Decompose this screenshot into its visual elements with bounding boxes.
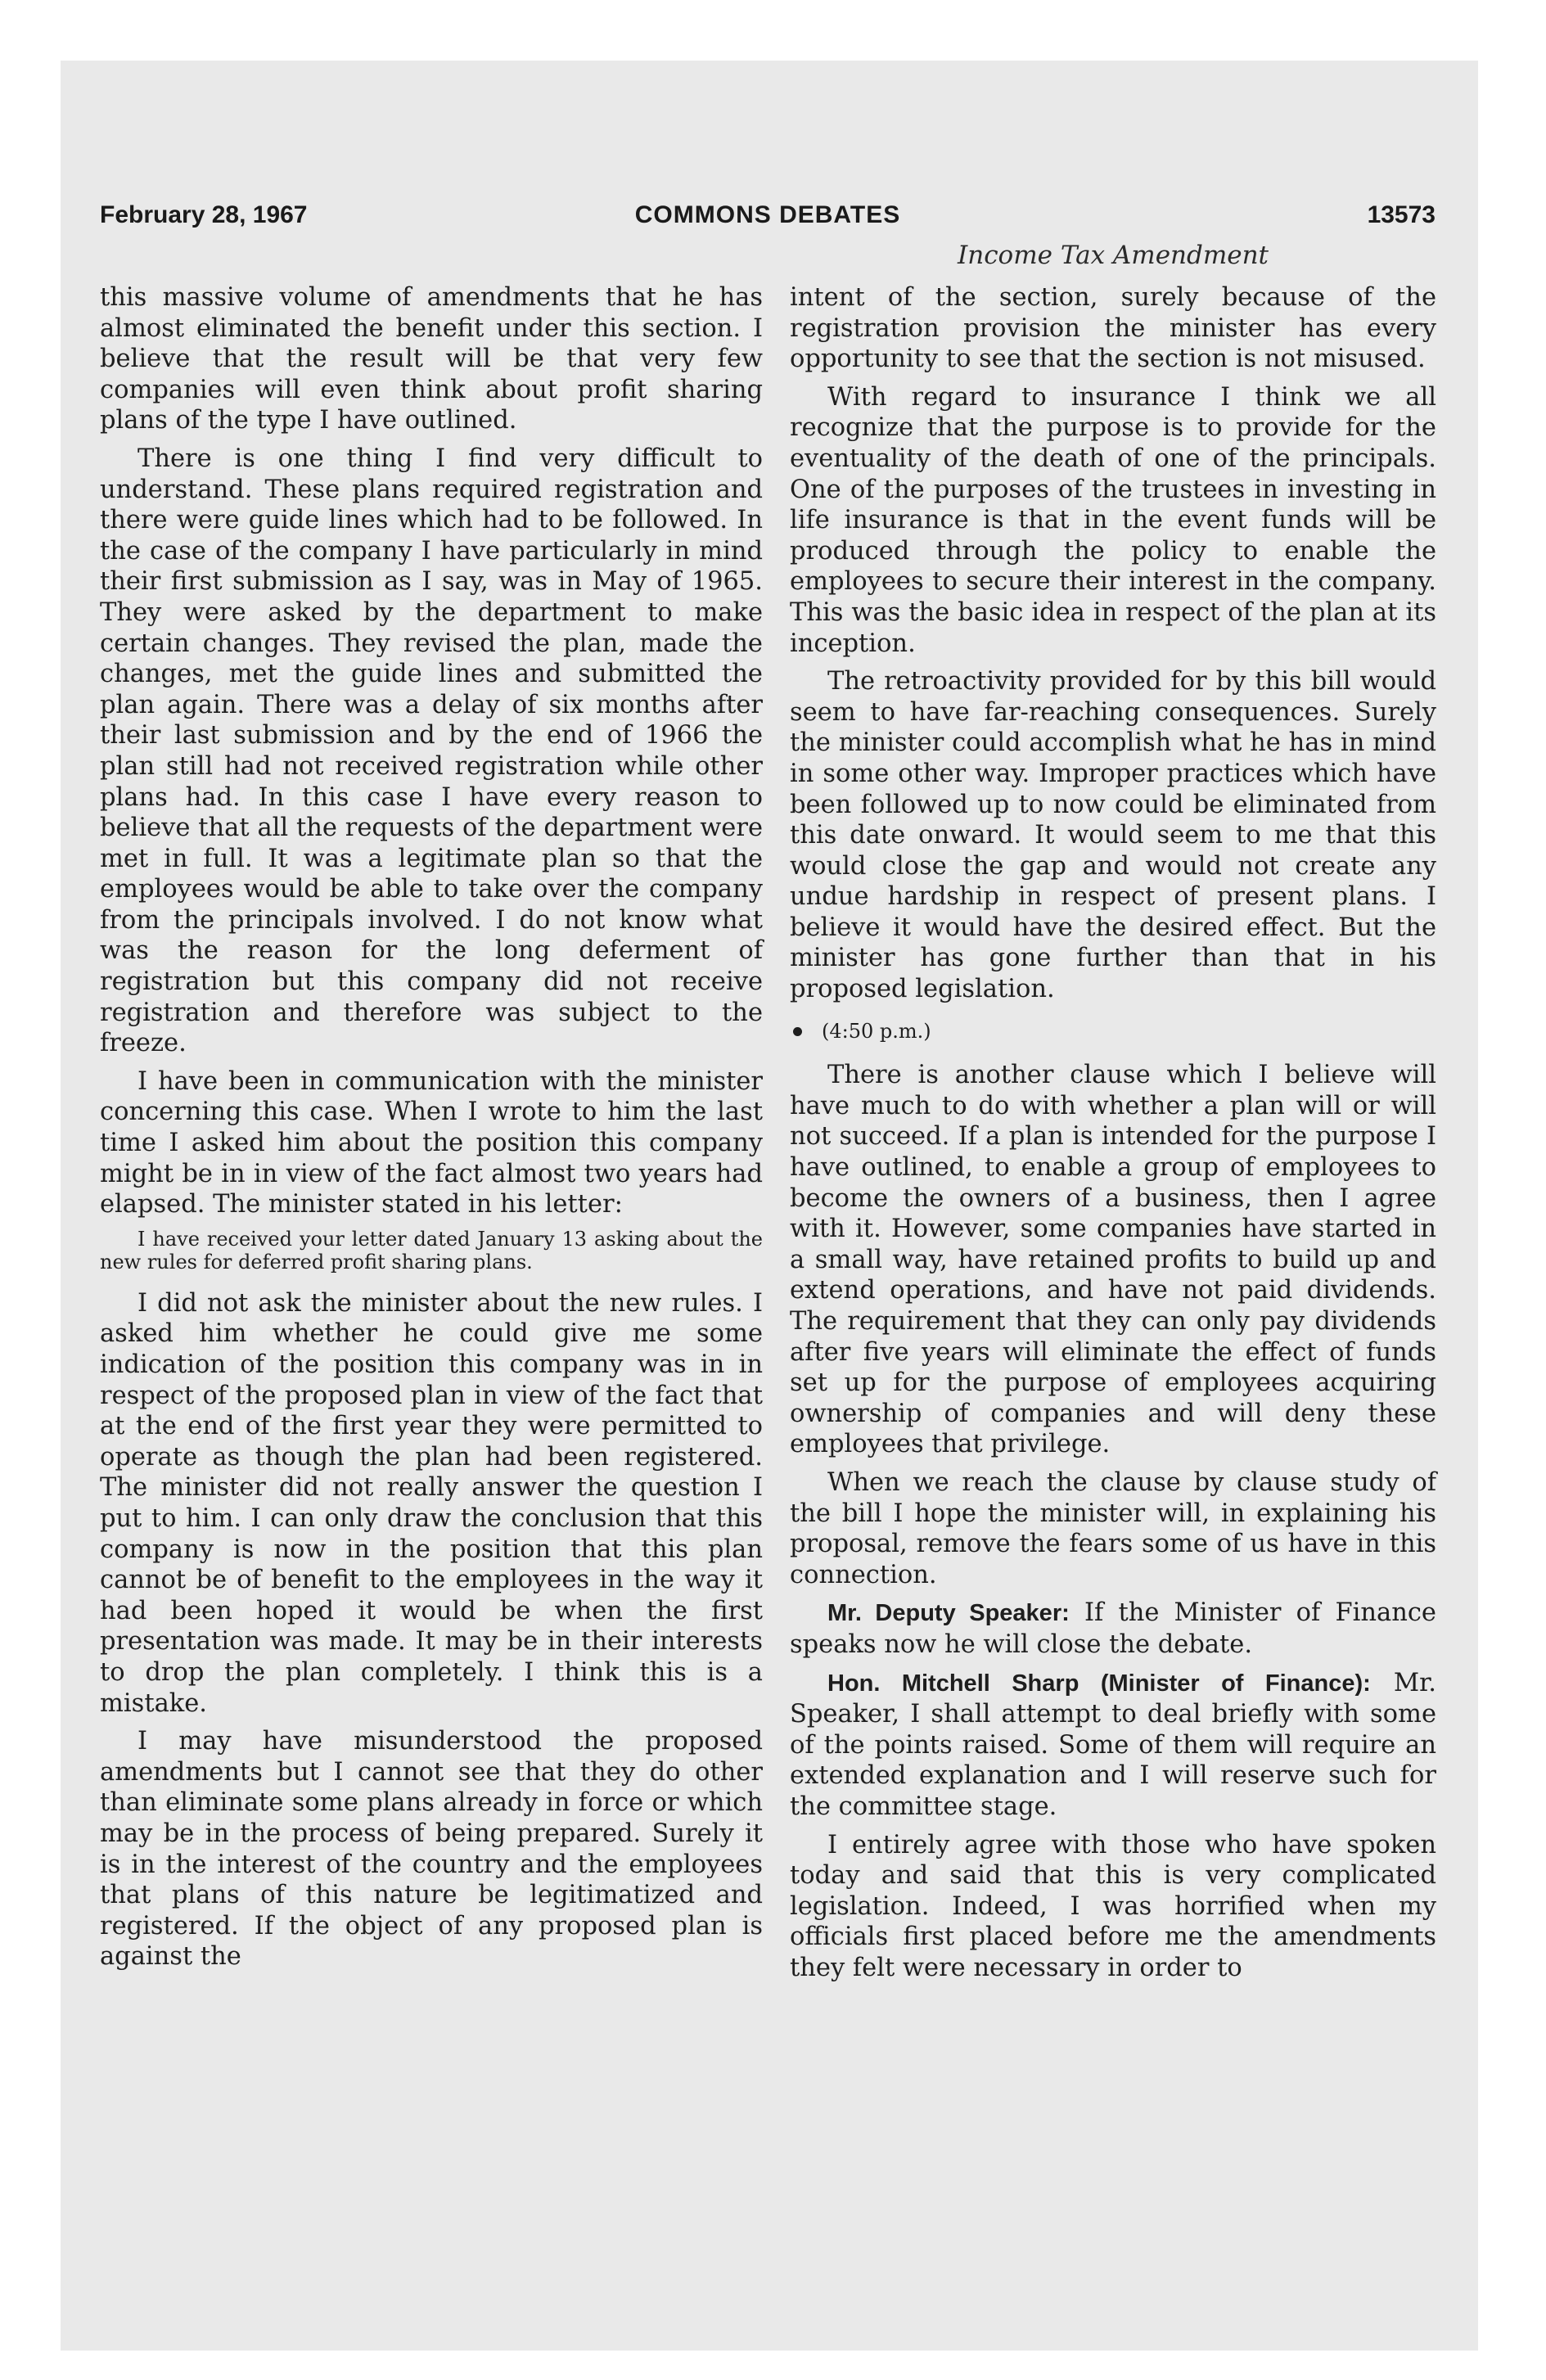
quoted-letter: I have received your letter dated January 13 asking about the new rules for deferred profit sharing plans. — [100, 1227, 763, 1273]
paragraph: this massive volume of amendments that he has almost eliminated the benefit under this section. I believe that the result will be that very few companies will even think about profit sharing plans of the type I have outlined. — [100, 283, 763, 435]
paragraph: I entirely agree with those who have spoken today and said that this is very complicated legislation. Indeed, I was horrified when my officials first placed before me the amendments they felt were necessary in order to — [790, 1830, 1436, 1982]
page-header — [100, 201, 1436, 237]
running-title: Income Tax Amendment — [957, 241, 1269, 270]
header-date: February 28, 1967 — [100, 201, 308, 228]
paragraph: There is another clause which I believe will have much to do with whether a plan will or will not succeed. If a plan is intended for the purpose I have outlined, to enable a group of employees to become the owners of a business, then I agree with it. However, some companies have started in a small way, have retained profits to build up and extend operations, and have not paid dividends. The requirement that they can only pay dividends after five years will eliminate the effect of funds set up for the purpose of employees acquiring ownership of companies and will deny these employees that privilege. — [790, 1061, 1436, 1459]
paragraph: When we reach the clause by clause study of the bill I hope the minister will, in explaining his proposal, remove the fears some of us have in this connection. — [790, 1467, 1436, 1589]
paragraph: I have been in communication with the minister concerning this case. When I wrote to him the last time I asked him about the position this company might be in in view of the fact almost two years had elapsed. The minister stated in his letter: — [100, 1066, 763, 1219]
speech-text: Mr. Speaker, I shall attempt to deal briefly with some of the points raised. Some of them will require an extended explanation and I will reserve such for the committee stage. — [790, 1668, 1436, 1821]
timestamp-text: (4:50 p.m.) — [822, 1019, 931, 1043]
header-page-number: 13573 — [1367, 201, 1436, 228]
bullet-icon — [793, 1027, 802, 1036]
paragraph: There is one thing I find very difficult to understand. These plans required registration and there were guide lines which had to be followed. In the case of the company I have particularly in mind their first submission as I say, was in May of 1965. They were asked by the department to make certain changes. They revised the plan, made the changes, met the guide lines and submitted the plan again. There was a delay of six months after their last submission and by the end of 1966 the plan still had not received registration while other plans had. In this case I have every reason to believe that all the requests of the department were met in full. It was a legitimate plan so that the employees would be able to take over the company from the principals involved. I do not know what was the reason for the long deferment of registration but this company did not receive registration and therefore was subject to the freeze. — [100, 444, 763, 1058]
speech — [790, 1668, 1436, 1823]
paragraph: The retroactivity provided for by this bill would seem to have far-reaching consequences. Surely the minister could accomplish what he has in mind in some other way. Improper practices which have been followed up to now could be eliminated from this date onward. It would seem to me that this would close the gap and would not create any undue hardship in respect of present plans. I believe it would have the desired effect. But the minister has gone further than that in his proposed legislation. — [790, 667, 1436, 1004]
paragraph: I did not ask the minister about the new rules. I asked him whether he could give me some indication of the position this company was in in respect of the proposed plan in view of the fact that at the end of the first year they were permitted to operate as though the plan had been registered. The minister did not really answer the question I put to him. I can only draw the conclusion that this company is now in the position that this plan cannot be of benefit to the employees in the way it had been hoped it would be when the first presentation was made. It may be in their interests to drop the plan completely. I think this is a mistake. — [100, 1288, 763, 1718]
paragraph: intent of the section, surely because of the registration provision the minister has every opportunity to see that the section is not misused. — [790, 283, 1436, 374]
timestamp — [790, 1016, 1436, 1048]
right-column — [790, 282, 1436, 1990]
speaker-name: Hon. Mitchell Sharp (Minister of Finance): — [827, 1670, 1371, 1697]
speaker-name: Mr. Deputy Speaker: — [827, 1600, 1070, 1627]
speech — [790, 1598, 1436, 1660]
speech-text: If the Minister of Finance speaks now he will close the debate. — [790, 1598, 1436, 1659]
header-journal-title: COMMONS DEBATES — [634, 201, 901, 228]
paragraph: With regard to insurance I think we all recognize that the purpose is to provide for the eventuality of the death of one of the principals. One of the purposes of the trustees in investing in life insurance is that in the event funds will be produced through the policy to enable the employees to secure their interest in the company. This was the basic idea in respect of the plan at its inception. — [790, 382, 1436, 658]
left-column — [100, 282, 763, 1980]
paragraph: I may have misunderstood the proposed amendments but I cannot see that they do other than eliminate some plans already in force or which may be in the process of being prepared. Surely it is in the interest of the country and the employees that plans of this nature be legitimatized and registered. If the object of any proposed plan is against the — [100, 1727, 763, 1972]
